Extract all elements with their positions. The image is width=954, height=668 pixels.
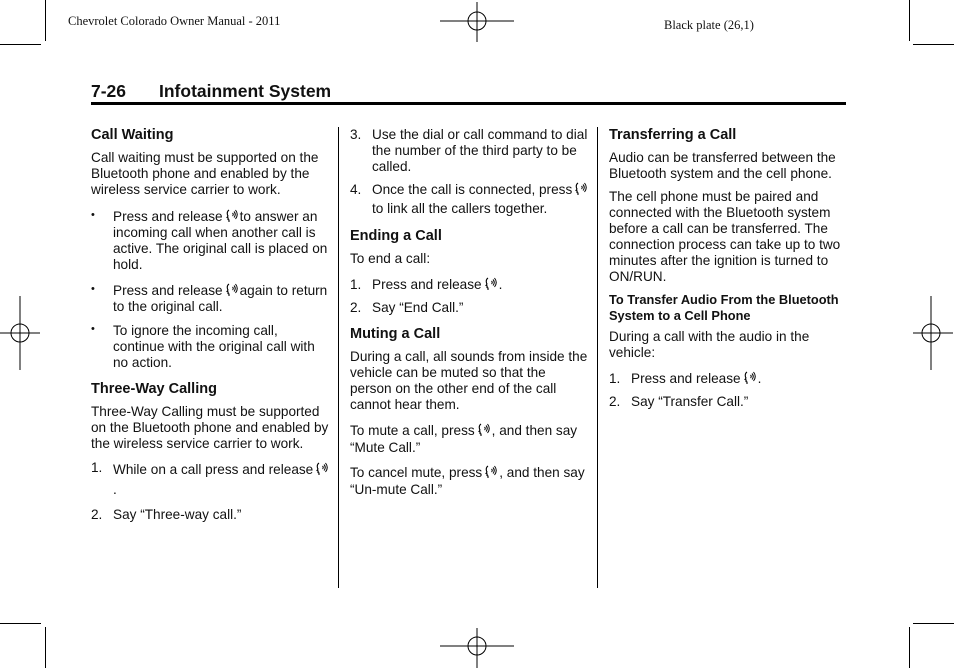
push-to-talk-icon [744,371,756,385]
text: To cancel mute, press [350,465,483,480]
list-text: . [113,482,117,497]
muting-intro: During a call, all sounds from inside the vehicle can be muted so that the person on the other end of the call cannot hear them. [350,349,588,412]
text: , and then say “Mute Call.” [350,423,578,455]
step-number: 1. [609,371,621,386]
push-to-talk-icon [485,277,497,291]
step-number: 3. [350,127,362,142]
push-to-talk-icon [485,465,497,479]
list-text: to answer an incoming call when another call is active. The original call is placed on hold. [113,209,328,272]
registration-mark-icon [913,296,953,370]
list-text: Press and release [113,209,223,224]
list-item [91,507,331,523]
list-text: to link all the callers together. [372,201,548,216]
crop-mark [909,627,910,668]
list-text: Press and release [372,277,482,292]
registration-mark-icon [440,628,514,668]
list-text: Use the dial or call command to dial the number of the third party to be called. [372,127,588,174]
list-text: again to return to the original call. [113,283,328,314]
step-number: 2. [91,507,103,522]
book-title: Chevrolet Colorado Owner Manual - 2011 [68,14,281,28]
column-2 [350,127,590,505]
list-item [91,209,331,273]
step-number: 2. [350,300,362,315]
list-text: Say “Transfer Call.” [631,394,749,409]
bullet: • [91,209,95,221]
transferring-p3: During a call with the audio in the vehicle: [609,329,810,360]
push-to-talk-icon [478,423,490,437]
registration-mark-icon [0,296,40,370]
ending-heading: Ending a Call [350,228,442,244]
list-item [91,283,331,315]
list-text: Say “End Call.” [372,300,464,315]
step-number: 1. [350,277,362,292]
mute-instruction [350,422,590,456]
column-divider [597,127,598,588]
crop-mark [0,44,41,45]
list-item [350,180,590,218]
list-item [609,394,849,410]
column-3 [609,127,849,417]
transfer-subheading: To Transfer Audio From the Bluetooth System to a Cell Phone [609,292,839,323]
transferring-p2: The cell phone must be paired and connected with the Bluetooth system before a call can be transferred. The connection process can take up to two minutes after the ignition is turned to ON/RUN. [609,189,841,284]
list-text: Say “Three-way call.” [113,507,242,522]
bullet: • [91,283,95,295]
list-item [350,300,590,316]
list-item [91,460,331,500]
step-number: 2. [609,394,621,409]
page-header [91,80,846,105]
push-to-talk-icon [226,283,238,297]
crop-mark [913,623,954,624]
list-text: . [498,277,503,292]
crop-mark [0,623,41,624]
text: , and then say “Un-mute Call.” [350,465,585,497]
crop-mark [909,0,910,41]
list-text: Once the call is connected, press [372,182,573,197]
three-way-heading: Three-Way Calling [91,381,217,397]
unmute-instruction [350,464,590,498]
step-number: 4. [350,182,362,197]
step-number: 1. [91,460,103,475]
call-waiting-intro: Call waiting must be supported on the Bluetooth phone and enabled by the wireless service carrier to work. [91,150,319,197]
crop-mark [45,627,46,668]
list-text: To ignore the incoming call, continue with the original call with no action. [113,323,315,370]
crop-mark [45,0,46,41]
registration-mark-icon [440,2,514,42]
list-item [609,371,849,387]
list-text: . [757,371,762,386]
crop-mark [913,44,954,45]
list-item [350,277,590,293]
list-text: Press and release [631,371,741,386]
push-to-talk-icon [226,209,238,223]
list-item [91,323,331,371]
three-way-intro: Three-Way Calling must be supported on the Bluetooth phone and enabled by the wireless service carrier to work. [91,404,329,451]
page-number: 7-26 [91,81,127,101]
bullet: • [91,323,95,335]
text: To mute a call, press [350,423,475,438]
list-item [350,127,590,175]
transferring-p1: Audio can be transferred between the Bluetooth system and the cell phone. [609,150,836,181]
column-1 [91,127,331,530]
ending-intro: To end a call: [350,251,431,266]
column-divider [338,127,339,588]
plate-label: Black plate (26,1) [664,18,754,32]
list-text: Press and release [113,283,223,298]
section-title: Infotainment System [159,81,332,101]
push-to-talk-icon [575,182,587,196]
muting-heading: Muting a Call [350,326,441,342]
call-waiting-heading: Call Waiting [91,127,174,143]
transferring-heading: Transferring a Call [609,127,737,143]
push-to-talk-icon [316,462,328,476]
list-text: While on a call press and release [113,462,314,477]
